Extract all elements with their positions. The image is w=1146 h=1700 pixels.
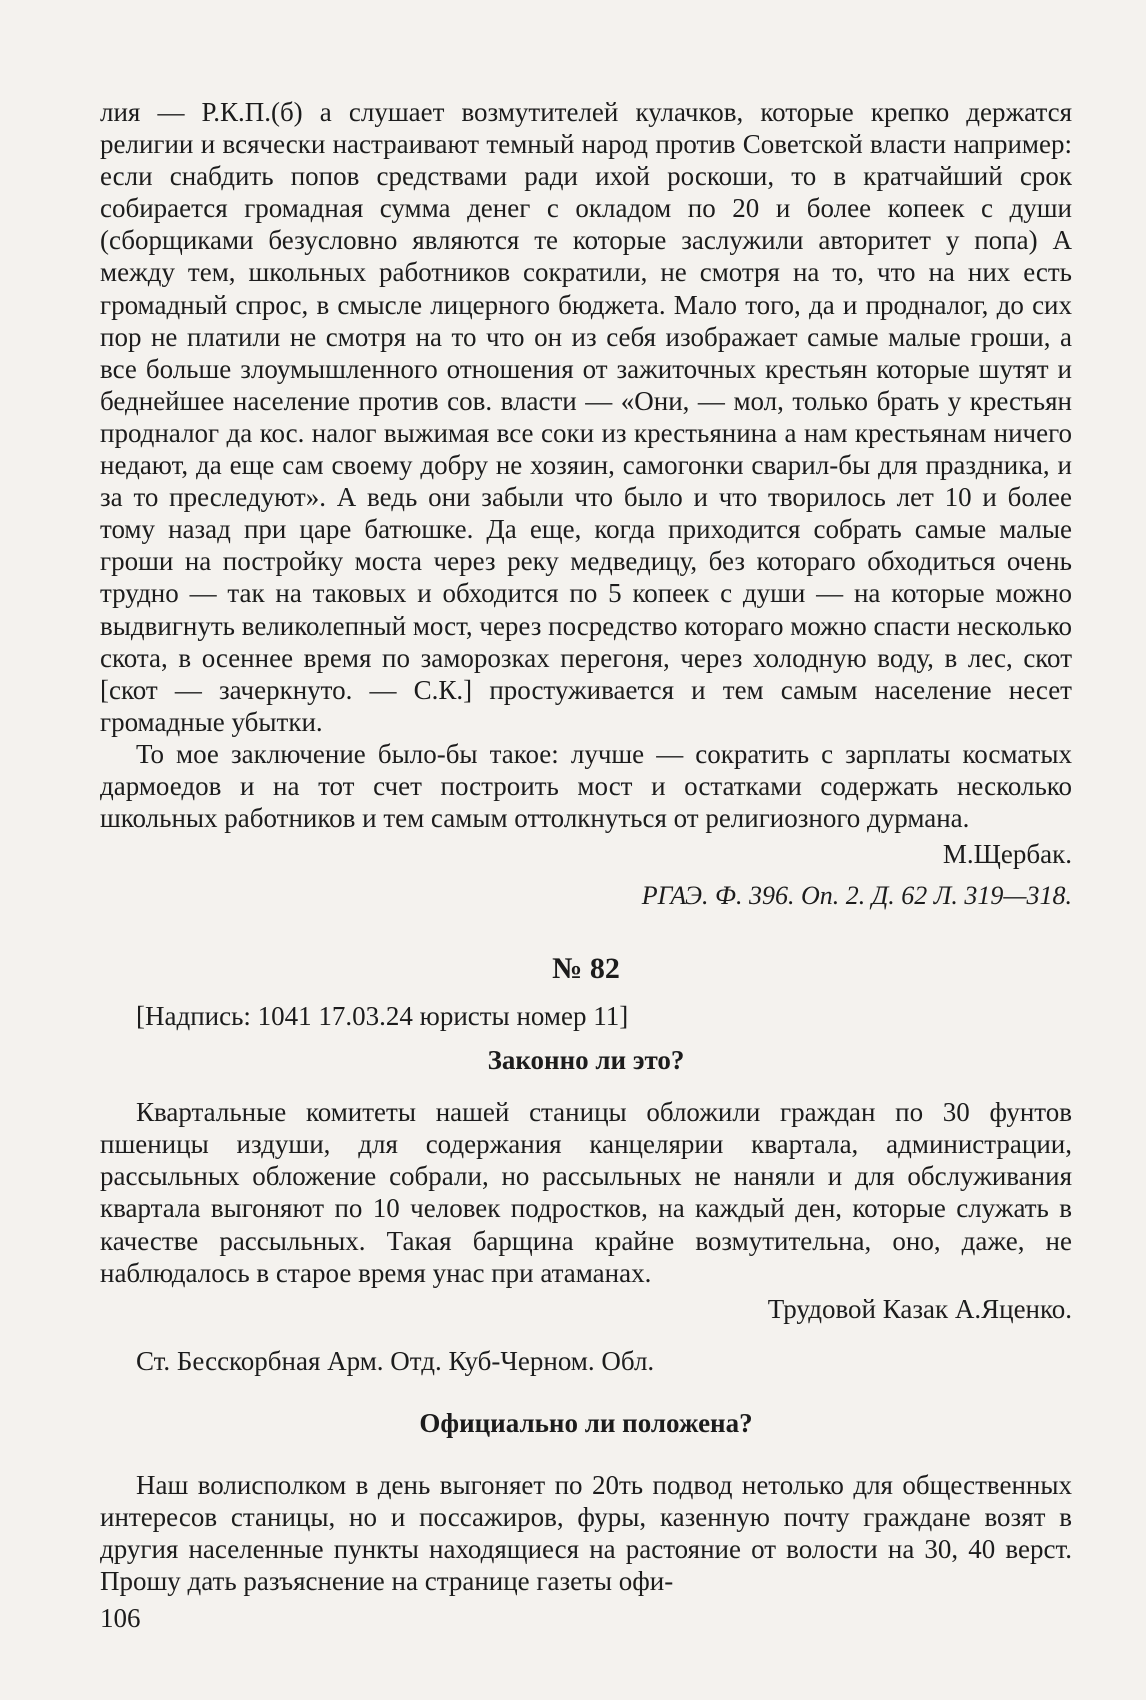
section-heading-official: Официально ли положена? — [419, 1407, 753, 1438]
document-number: № 82 — [552, 952, 620, 986]
letter-82-body-1: Квартальные комитеты нашей станицы обложили граждан по 30 фунтов пшеницы издуши, для содержания канцелярии квартала, администрации, рассыльных обложение собрали, но рассыльных не наняли и для обслуживания квартала выгоняют по 10 человек подростков, на каждый ден, которые служать в качестве рассыльных. Такая барщина крайне возмутительна, оно, даже, не наблюдалось в старое время унас при атаманах. — [100, 1097, 1072, 1288]
page-content — [100, 96, 1072, 1597]
letter-82-signature: Трудовой Казак А.Яценко. — [767, 1293, 1072, 1324]
letter-82-place: Ст. Бесскорбная Арм. Отд. Куб-Черном. Обл. — [136, 1345, 655, 1376]
letter-81-continuation: лия — Р.К.П.(б) а слушает возмутителей кулачков, которые крепко держатся религии и всячески настраивают темный народ против Советской власти например: если снабдить попов средствами ради ихой роскоши, то в кратчайший срок собирается громадная сумма денег с окладом по 20 и более копеек с души (сборщиками безусловно являются те которые заслужили авторитет у попа) А между тем, школьных работников сократили, не смотря на то, что на них есть громадный спрос, в смысле лицерного бюджета. Мало того, да и продналог, до сих пор не платили не смотря на то что он из себя изображает самые малые гроши, а все больше злоумышленного отношения от зажиточных крестьян которые шутят и беднейшее население против сов. власти — «Они, — мол, только брать у крестьян продналог да кос. налог выжимая все соки из крестьянина а нам крестьянам ничего недают, да еще сам своему добру не хозяин, самогонки сварил-бы для праздника, и за то преследуют». А ведь они забыли что было и что творилось лет 10 и более тому назад при царе батюшке. Да еще, когда приходится собрать самые малые гроши на постройку моста через реку медведицу, без котораго обходиться очень трудно — так на таковых и обходится по 5 копеек с души — на которые можно выдвигнуть великолепный мост, через посредство котораго можно спасти несколько скота, в осеннее время по заморозках перегоня, через холодную воду, в лес, скот [скот — зачеркнуто. — С.К.] простуживается и тем самым население несет громадные убытки. — [100, 97, 1072, 737]
section-heading-legal: Законно ли это? — [487, 1045, 685, 1076]
page-number: 106 — [100, 1603, 141, 1633]
letter-82-body-2: Наш волисполком в день выгоняет по 20ть подвод нетолько для общественных интересов станицы, но и поссажиров, фуры, казенную почту граждане возят в другия населенные пункты находящиеся на растояние от волости на 30, 40 верст. Прошу дать разъяснение на странице газеты офи- — [100, 1469, 1072, 1596]
letter-81-conclusion: То мое заключение было-бы такое: лучше — сократить с зарплаты косматых дармоедов и на тот счет построить мост и остатками содержать несколько школьных работников и тем самым оттолкнуться от религиозного дурмана. — [100, 738, 1072, 834]
archive-reference: РГАЭ. Ф. 396. Оп. 2. Д. 62 Л. 319—318. — [641, 881, 1072, 911]
letter-81-signature: М.Щербак. — [942, 839, 1072, 870]
inscription: [Надпись: 1041 17.03.24 юристы номер 11] — [136, 1001, 629, 1032]
